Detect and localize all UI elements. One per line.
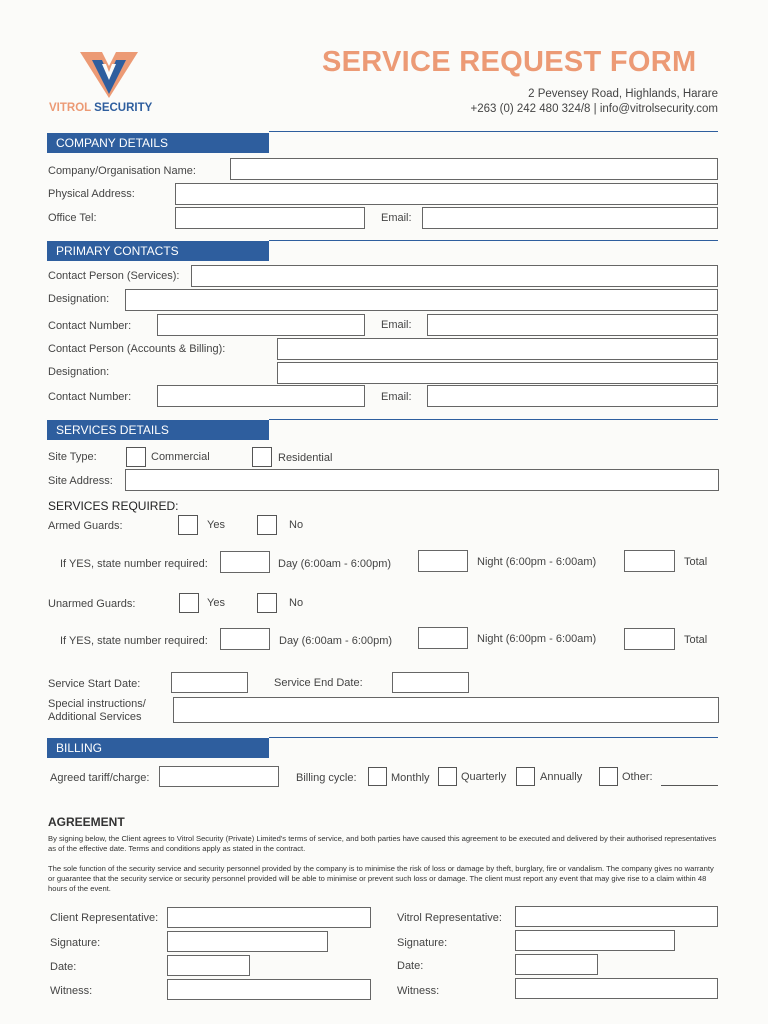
vitrol-representative-label: Vitrol Representative: [397, 912, 502, 924]
designation-1-field[interactable] [125, 289, 718, 311]
armed-night-count-field[interactable] [418, 550, 468, 572]
contact-email-1-field[interactable] [427, 314, 718, 336]
brand-name-part2: SECURITY [94, 102, 153, 114]
armed-if-yes-label: If YES, state number required: [60, 558, 208, 570]
section-rule [269, 737, 718, 738]
unarmed-day-count-field[interactable] [220, 628, 270, 650]
site-address-label: Site Address: [48, 475, 113, 487]
armed-day-count-field[interactable] [220, 551, 270, 573]
physical-address-field[interactable] [175, 183, 718, 205]
vitrol-date-label: Date: [397, 960, 424, 972]
unarmed-no-label: No [289, 597, 304, 609]
armed-day-label: Day (6:00am - 6:00pm) [278, 558, 392, 570]
unarmed-yes-label: Yes [207, 597, 225, 609]
designation-1-label: Designation: [48, 293, 110, 305]
section-rule [269, 240, 718, 241]
company-name-field[interactable] [230, 158, 718, 180]
section-primary-contacts: PRIMARY CONTACTS [47, 241, 269, 261]
client-date-label: Date: [50, 961, 77, 973]
quarterly-label: Quarterly [461, 771, 507, 783]
contact-number-1-field[interactable] [157, 314, 365, 336]
office-tel-field[interactable] [175, 207, 365, 229]
service-start-date-label: Service Start Date: [48, 678, 141, 690]
armed-total-label: Total [684, 556, 708, 568]
special-instructions-label-2: Additional Services [48, 711, 142, 723]
designation-2-field[interactable] [277, 362, 718, 384]
vitrol-representative-field[interactable] [515, 906, 718, 927]
unarmed-yes-checkbox[interactable] [179, 593, 199, 613]
office-tel-label: Office Tel: [48, 212, 97, 224]
vitrol-witness-label: Witness: [397, 985, 440, 997]
vitrol-date-field[interactable] [515, 954, 598, 975]
service-end-date-field[interactable] [392, 672, 469, 693]
other-checkbox[interactable] [599, 767, 618, 786]
contact-number-2-field[interactable] [157, 385, 365, 407]
address-line-1: 2 Pevensey Road, Highlands, Harare [528, 88, 718, 100]
site-address-field[interactable] [125, 469, 719, 491]
monthly-checkbox[interactable] [368, 767, 387, 786]
client-representative-label: Client Representative: [50, 912, 159, 924]
other-input-line[interactable] [661, 785, 718, 786]
company-email-field[interactable] [422, 207, 718, 229]
agreement-heading: AGREEMENT [48, 815, 125, 829]
section-services-details: SERVICES DETAILS [47, 420, 269, 440]
section-billing: BILLING [47, 738, 269, 758]
brand-name-part1: VITROL [49, 102, 95, 114]
commercial-checkbox[interactable] [126, 447, 146, 467]
contact-person-accounts-label: Contact Person (Accounts & Billing): [48, 343, 226, 355]
client-representative-field[interactable] [167, 907, 371, 928]
client-signature-field[interactable] [167, 931, 328, 952]
company-email-label: Email: [381, 212, 412, 224]
agreement-paragraph-2: The sole function of the security service and security personnel provided by the company is to minimise the risk of loss or damage by theft, burglary, fire or vandalism. The company gives no warranty or guarantee that the security service or security personnel provided will be able to minimise or prevent such loss or damage. The client must report any event that may give rise to a claim within 48 hours of the event. [48, 864, 714, 893]
physical-address-label: Physical Address: [48, 188, 135, 200]
contact-person-services-label: Contact Person (Services): [48, 270, 180, 282]
agreed-tariff-field[interactable] [159, 766, 279, 787]
unarmed-night-count-field[interactable] [418, 627, 468, 649]
contact-number-2-label: Contact Number: [48, 391, 132, 403]
agreement-paragraph-1: By signing below, the Client agrees to Vitrol Security (Private) Limited's terms of service, and both parties have caused this agreement to be executed and delivered by their authorised representatives as of the effective date. Terms and conditions apply as stated in the contract. [48, 834, 717, 853]
agreed-tariff-label: Agreed tariff/charge: [50, 772, 150, 784]
armed-no-label: No [289, 519, 304, 531]
section-company-details: COMPANY DETAILS [47, 133, 269, 153]
special-instructions-label-1: Special instructions/ [48, 698, 146, 710]
section-rule [269, 419, 718, 420]
unarmed-total-field[interactable] [624, 628, 675, 650]
other-label: Other: [622, 771, 653, 783]
unarmed-night-label: Night (6:00pm - 6:00am) [477, 633, 597, 645]
client-witness-field[interactable] [167, 979, 371, 1000]
client-witness-label: Witness: [50, 985, 93, 997]
contact-person-services-field[interactable] [191, 265, 718, 287]
armed-yes-checkbox[interactable] [178, 515, 198, 535]
armed-yes-label: Yes [207, 519, 225, 531]
quarterly-checkbox[interactable] [438, 767, 457, 786]
armed-night-label: Night (6:00pm - 6:00am) [477, 556, 597, 568]
special-instructions-field[interactable] [173, 697, 719, 723]
designation-2-label: Designation: [48, 366, 110, 378]
contact-email-2-label: Email: [381, 391, 412, 403]
brand-name [49, 102, 152, 114]
vitrol-witness-field[interactable] [515, 978, 718, 999]
site-type-label: Site Type: [48, 451, 97, 463]
client-date-field[interactable] [167, 955, 250, 976]
page-title: SERVICE REQUEST FORM [322, 46, 697, 78]
armed-guards-label: Armed Guards: [48, 520, 123, 532]
unarmed-no-checkbox[interactable] [257, 593, 277, 613]
vitrol-signature-label: Signature: [397, 937, 448, 949]
contact-person-accounts-field[interactable] [277, 338, 718, 360]
unarmed-day-label: Day (6:00am - 6:00pm) [279, 635, 393, 647]
section-rule [269, 131, 718, 132]
annually-label: Annually [540, 771, 583, 783]
services-required-heading: SERVICES REQUIRED: [48, 499, 179, 513]
annually-checkbox[interactable] [516, 767, 535, 786]
armed-total-field[interactable] [624, 550, 675, 572]
client-signature-label: Signature: [50, 937, 101, 949]
unarmed-if-yes-label: If YES, state number required: [60, 635, 208, 647]
contact-email-1-label: Email: [381, 319, 412, 331]
contact-number-1-label: Contact Number: [48, 320, 132, 332]
residential-label: Residential [278, 452, 333, 464]
residential-checkbox[interactable] [252, 447, 272, 467]
armed-no-checkbox[interactable] [257, 515, 277, 535]
company-name-label: Company/Organisation Name: [48, 165, 196, 177]
unarmed-total-label: Total [684, 634, 708, 646]
address-line-2: +263 (0) 242 480 324/8 | info@vitrolsecurity.com [470, 103, 718, 115]
vitrol-v-logo-icon [78, 50, 140, 102]
billing-cycle-label: Billing cycle: [296, 772, 357, 784]
service-end-date-label: Service End Date: [274, 677, 363, 689]
commercial-label: Commercial [151, 451, 210, 463]
vitrol-signature-field[interactable] [515, 930, 675, 951]
contact-email-2-field[interactable] [427, 385, 718, 407]
monthly-label: Monthly [391, 772, 430, 784]
unarmed-guards-label: Unarmed Guards: [48, 598, 136, 610]
service-start-date-field[interactable] [171, 672, 248, 693]
